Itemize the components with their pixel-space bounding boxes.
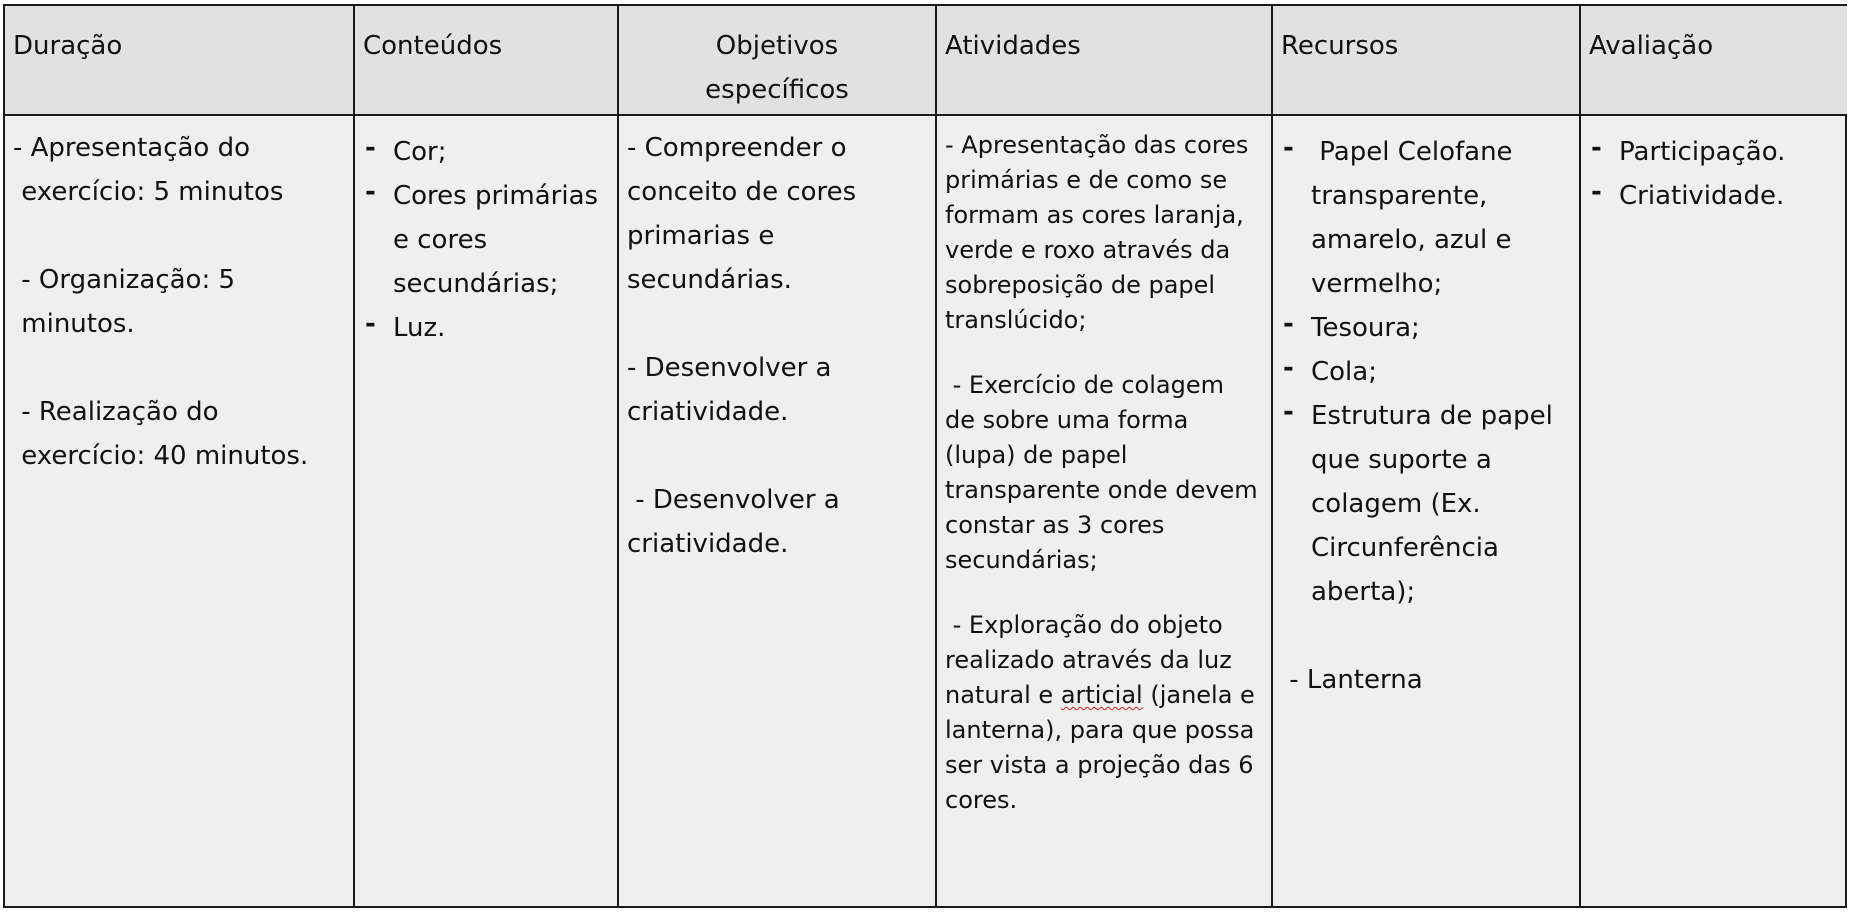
column-duracao (5, 6, 355, 906)
atividade-exploracao-part1: - Exploração do objeto realizado através da luz natural e (945, 611, 1240, 709)
recursos-list (1281, 130, 1567, 614)
duracao-organizacao: - Organização: 5 minutos. (21, 265, 236, 339)
duracao-apresentacao: - Apresentação do exercício: 5 minutos (13, 133, 284, 207)
cell-recursos (1273, 116, 1579, 906)
column-conteudos (355, 6, 619, 906)
list-item: - Papel Celofane transparente, amarelo, azul e vermelho; (1281, 130, 1567, 306)
cell-duracao (5, 116, 353, 906)
atividade-colagem: - Exercício de colagem de sobre uma forma (lupa) de papel transparente onde devem constar as 3 cores secundárias; (945, 371, 1266, 574)
column-objetivos (619, 6, 937, 906)
header-duracao (5, 6, 353, 116)
column-avaliacao (1581, 6, 1847, 906)
cell-avaliacao (1581, 116, 1847, 906)
spelling-flagged-word: articial (1060, 681, 1143, 709)
cell-atividades (937, 116, 1271, 906)
list-item: - Estrutura de papel que suporte a colagem (Ex. Circunferência aberta); (1281, 394, 1567, 614)
list-item: - Cola; (1281, 350, 1567, 394)
cell-objetivos (619, 116, 935, 906)
atividade-exploracao-part2: (janela e lanterna), para que possa ser vista a projeção das 6 cores. (945, 681, 1263, 814)
cell-conteudos (355, 116, 617, 906)
header-objetivos-line2: específicos (705, 75, 849, 105)
list-item: - Cores primárias e cores secundárias; (363, 174, 605, 306)
objetivo-compreender: - Compreender o conceito de cores primarias e secundárias. (627, 133, 865, 295)
recurso-lanterna: - Lanterna (1281, 665, 1423, 695)
header-atividades (937, 6, 1271, 116)
avaliacao-list (1589, 130, 1837, 218)
list-item: - Participação. (1589, 130, 1837, 174)
atividade-exploracao (945, 608, 1261, 818)
atividade-apresentacao: - Apresentação das cores primárias e de como se formam as cores laranja, verde e roxo através da sobreposição de papel translúcido; (945, 131, 1257, 334)
objetivo-criatividade-2: - Desenvolver a criatividade. (627, 485, 849, 559)
lesson-plan-table (3, 4, 1847, 908)
conteudos-list (363, 130, 605, 350)
header-objetivos (619, 6, 935, 116)
column-recursos (1273, 6, 1581, 906)
header-objetivos-line1: Objetivos (715, 31, 839, 61)
list-item: - Cor; (363, 130, 605, 174)
header-recursos-label: Recursos (1281, 31, 1399, 61)
header-avaliacao-label: Avaliação (1589, 31, 1714, 61)
header-conteudos (355, 6, 617, 116)
header-conteudos-label: Conteúdos (363, 31, 503, 61)
duracao-realizacao: - Realização do exercício: 40 minutos. (21, 397, 309, 471)
header-recursos (1273, 6, 1579, 116)
list-item: - Criatividade. (1589, 174, 1837, 218)
column-atividades (937, 6, 1273, 906)
list-item: - Tesoura; (1281, 306, 1567, 350)
objetivo-criatividade-1: - Desenvolver a criatividade. (627, 353, 840, 427)
header-avaliacao (1581, 6, 1847, 116)
list-item: - Luz. (363, 306, 605, 350)
header-atividades-label: Atividades (945, 31, 1081, 61)
header-duracao-label: Duração (13, 31, 123, 61)
